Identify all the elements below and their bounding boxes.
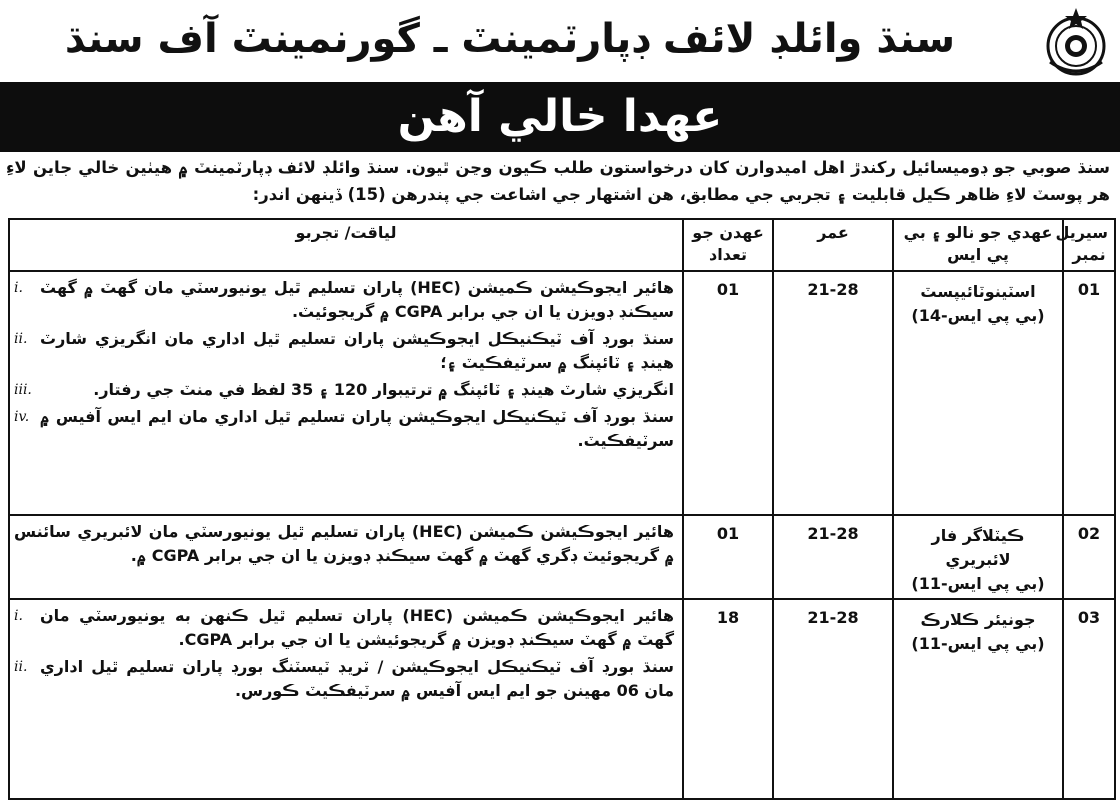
intro-paragraph: سنڌ صوبي جو ڊوميسائيل رکندڙ اهل اميدوارن کان درخواستون طلب ڪيون وڃن ٿيون. سنڌ وائلڊ لائف ڊپارٽمينٽ ۾ هيٺين خالي جاين لاءِ هر پوسٽ لاءِ ظاهر ڪيل قابليت ۽ تجربي جي مطابق، هن اشتهار جي اشاعت جي پندرهن (15) ڏينهن اندر:: [6, 158, 1110, 204]
banner-title: عهدا خالي آهن: [397, 91, 723, 142]
serial-cell: 01: [1063, 271, 1115, 515]
post-bps: (بي پي ايس-11): [911, 574, 1045, 593]
count-cell: 01: [683, 515, 773, 599]
post-name: اسٽينوٽائيپسٽ: [920, 282, 1036, 301]
vacancy-banner: [0, 82, 1120, 152]
qualification-text: هائير ايجوڪيشن ڪميشن (HEC) پاران تسليم ٿيل ڪنهن به يونيورسٽي مان گهٽ ۾ گهٽ سيڪنڊ ڊويزن ۾ گريجوئيشن يا ان جي برابر CGPA.: [40, 606, 674, 649]
post-name: جونيئر ڪلارڪ: [920, 610, 1036, 629]
qualification-number: iv.: [14, 409, 30, 425]
post-name: ڪيٽلاگر فار لائبريري: [931, 526, 1025, 569]
vacancy-table: [8, 218, 1116, 800]
qualification-item: [14, 655, 674, 703]
sindh-government-emblem-icon: [1040, 6, 1112, 78]
serial-cell: 02: [1063, 515, 1115, 599]
table-header-row: [9, 219, 1115, 271]
serial-cell: 03: [1063, 599, 1115, 799]
post-bps: (بي پي ايس-14): [911, 306, 1045, 325]
qualification-item: [14, 378, 674, 402]
post-bps: (بي پي ايس-11): [911, 634, 1045, 653]
post-cell: [893, 599, 1063, 799]
header-qualification: لياقت/ تجربو: [9, 219, 683, 271]
qualification-text: هائير ايجوڪيشن ڪميشن (HEC) پاران تسليم ٿيل يونيورسٽي مان لائبريري سائنس ۾ گريجوئيٽ ڊگري گهٽ ۾ گهٽ سيڪنڊ ڊويزن يا ان جي برابر CGPA ۾.: [14, 522, 674, 565]
qualification-cell: [9, 515, 683, 599]
qualification-item: [14, 327, 674, 375]
header-age: عمر: [773, 219, 893, 271]
post-cell: [893, 271, 1063, 515]
table-row: [9, 515, 1115, 599]
post-cell: [893, 515, 1063, 599]
qualification-text: هائير ايجوڪيشن ڪميشن (HEC) پاران تسليم ٿيل يونيورسٽي مان گهٽ ۾ گهٽ سيڪنڊ ڊويزن يا ان جي برابر CGPA ۾ گريجوئيٽ.: [40, 278, 674, 321]
qualification-number: i.: [14, 608, 23, 624]
qualification-cell: [9, 271, 683, 515]
qualification-text: سنڌ بورڊ آف ٽيڪنيڪل ايجوڪيشن / ٽريڊ ٽيسٽنگ بورڊ پاران تسليم ٿيل اداري مان 06 مهينن جو ايم ايس آفيس ۾ سرٽيفڪيٽ ڪورس.: [40, 657, 674, 700]
count-cell: 18: [683, 599, 773, 799]
department-title: سنڌ وائلڊ لائف ڊپارٽمينٽ ـ گورنمينٽ آف سنڌ: [64, 16, 956, 62]
qualification-number: ii.: [14, 331, 28, 347]
page-header: [0, 0, 1120, 80]
age-cell: 21-28: [773, 599, 893, 799]
qualification-number: i.: [14, 280, 23, 296]
qualification-cell: [9, 599, 683, 799]
header-count: عهدن جو تعداد: [683, 219, 773, 271]
header-post: عهدي جو نالو ۽ بي پي ايس: [893, 219, 1063, 271]
header-serial: سيريل نمبر: [1063, 219, 1115, 271]
qualification-item: [14, 604, 674, 652]
age-cell: 21-28: [773, 271, 893, 515]
age-cell: 21-28: [773, 515, 893, 599]
qualification-text: سنڌ بورڊ آف ٽيڪنيڪل ايجوڪيشن پاران تسليم ٿيل اداري مان انگريزي شارٽ هينڊ ۽ ٽائپنگ ۾ سرٽيفڪيٽ ۽؛: [40, 329, 674, 372]
qualification-text: انگريزي شارٽ هينڊ ۽ ٽائپنگ ۾ ترتيبوار 120 ۽ 35 لفظ في منٽ جي رفتار.: [93, 380, 674, 399]
qualification-text: سنڌ بورڊ آف ٽيڪنيڪل ايجوڪيشن پاران تسليم ٿيل اداري مان ايم ايس آفيس ۾ سرٽيفڪيٽ.: [40, 407, 674, 450]
table-row: [9, 599, 1115, 799]
table-row: [9, 271, 1115, 515]
qualification-number: iii.: [14, 382, 32, 398]
qualification-number: ii.: [14, 659, 28, 675]
qualification-item: [14, 405, 674, 453]
count-cell: 01: [683, 271, 773, 515]
qualification-item: [14, 276, 674, 324]
